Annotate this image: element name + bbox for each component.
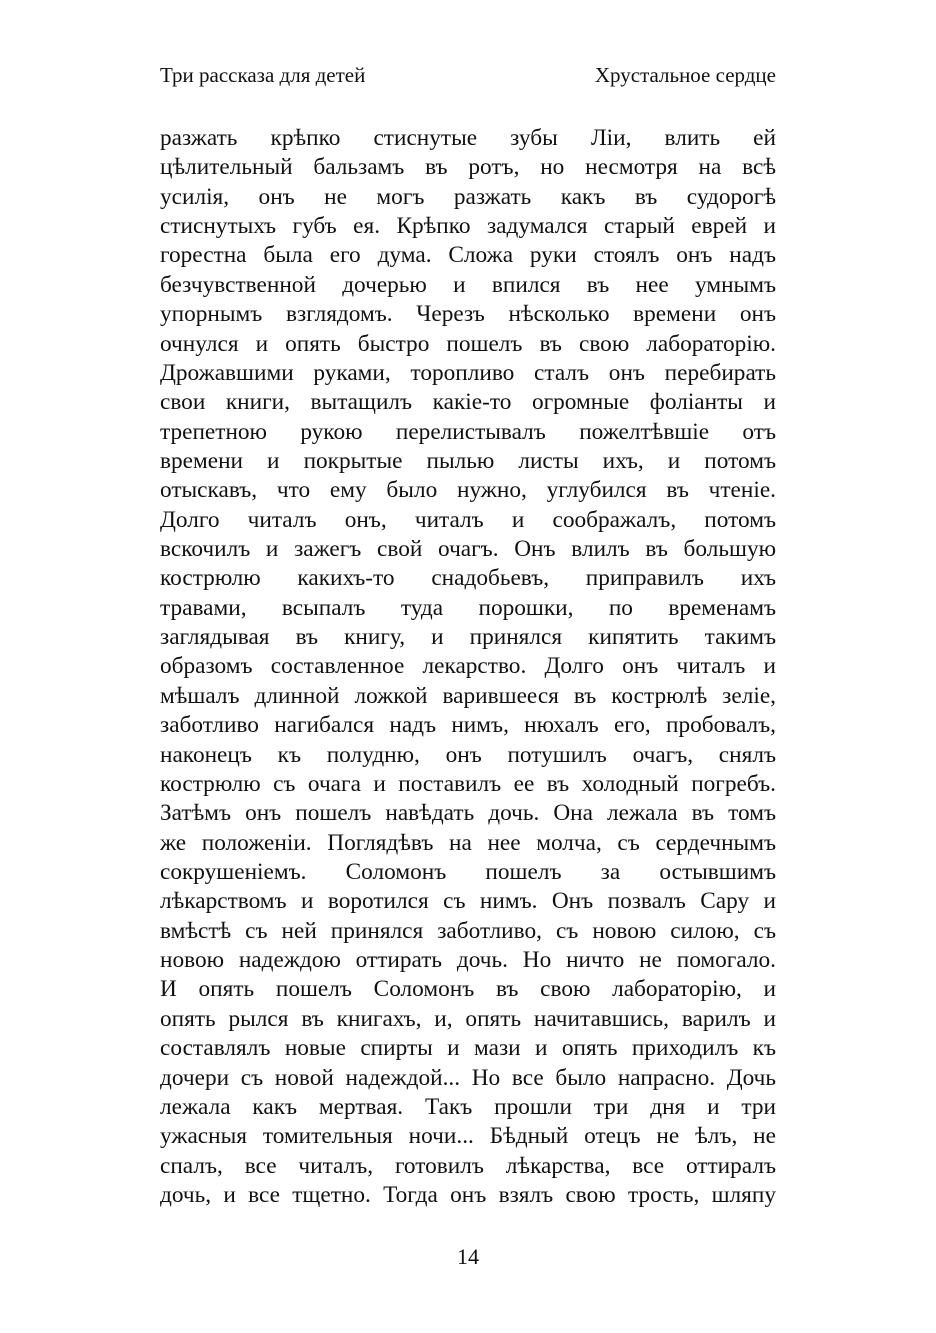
text-line: Долго читалъ онъ, читалъ и соображалъ, потомъ xyxy=(160,506,776,533)
text-line: кострюлю какихъ-то снадобьевъ, приправилъ ихъ xyxy=(160,565,776,592)
chapter-title: Хрустальное сердце xyxy=(594,63,776,87)
text-line: усилія, онъ не могъ разжать какъ въ судорогѣ xyxy=(160,183,776,210)
text-line: заглядывая въ книгу, и принялся кипятить такимъ xyxy=(160,624,776,651)
text-line: Затѣмъ онъ пошелъ навѣдать дочь. Она лежала въ томъ xyxy=(160,800,776,827)
text-line: же положеніи. Поглядѣвъ на нее молча, съ сердечнымъ xyxy=(160,829,776,856)
text-line: дочь, и все тщетно. Тогда онъ взялъ свою трость, шляпу xyxy=(160,1181,776,1208)
text-line: образомъ составленное лекарство. Долго онъ читалъ и xyxy=(160,653,776,680)
book-title: Три рассказа для детей xyxy=(160,63,366,87)
text-line: отыскавъ, что ему было нужно, углубился въ чтеніе. xyxy=(160,477,776,504)
text-line: упорнымъ взглядомъ. Черезъ нѣсколько времени онъ xyxy=(160,301,776,328)
body-text xyxy=(160,124,776,1210)
text-line: И опять пошелъ Соломонъ въ свою лабораторію, и xyxy=(160,976,776,1003)
text-line: стиснутыхъ губъ ея. Крѣпко задумался старый еврей и xyxy=(160,213,776,240)
text-line: трепетною рукою перелистывалъ пожелтѣвшіе отъ xyxy=(160,418,776,445)
text-line: спалъ, все читалъ, готовилъ лѣкарства, все оттиралъ xyxy=(160,1152,776,1179)
text-line: дочери съ новой надеждой... Но все было напрасно. Дочь xyxy=(160,1064,776,1091)
text-line: очнулся и опять быстро пошелъ въ свою лабораторію. xyxy=(160,330,776,357)
text-line: вскочилъ и зажегъ свой очагъ. Онъ влилъ въ большую xyxy=(160,536,776,563)
text-line: наконецъ къ полудню, онъ потушилъ очагъ, снялъ xyxy=(160,741,776,768)
text-line: вмѣстѣ съ ней принялся заботливо, съ новою силою, съ xyxy=(160,917,776,944)
text-line: ужасныя томительныя ночи... Бѣдный отецъ не ѣлъ, не xyxy=(160,1123,776,1150)
text-line: безчувственной дочерью и впился въ нее умнымъ xyxy=(160,271,776,298)
running-header xyxy=(160,62,776,88)
text-line: разжать крѣпко стиснутые зубы Ліи, влить ей xyxy=(160,125,776,151)
text-line: горестна была его дума. Сложа руки стоялъ онъ надъ xyxy=(160,242,776,269)
text-line: заботливо нагибался надъ нимъ, нюхалъ его, пробовалъ, xyxy=(160,712,776,739)
text-line: времени и покрытые пылью листы ихъ, и потомъ xyxy=(160,447,776,474)
text-line: Дрожавшими руками, торопливо сталъ онъ перебирать xyxy=(160,359,776,386)
text-line: лежала какъ мертвая. Такъ прошли три дня и три xyxy=(160,1093,776,1120)
text-line: свои книги, вытащилъ какіе-то огромные фоліанты и xyxy=(160,389,776,416)
text-line: кострюлю съ очага и поставилъ ее въ холодный погребъ. xyxy=(160,770,776,797)
text-line: лѣкарствомъ и воротился съ нимъ. Онъ позвалъ Сару и xyxy=(160,888,776,915)
text-line: мѣшалъ длинной ложкой варившееся въ кострюлѣ зеліе, xyxy=(160,682,776,709)
text-line: новою надеждою оттирать дочь. Но ничто не помогало. xyxy=(160,947,776,974)
text-line: опять рылся въ книгахъ, и, опять начитавшись, варилъ и xyxy=(160,1005,776,1032)
text-line: сокрушеніемъ. Соломонъ пошелъ за остывшимъ xyxy=(160,858,776,885)
text-line: составлялъ новые спирты и мази и опять приходилъ къ xyxy=(160,1035,776,1062)
text-line: травами, всыпалъ туда порошки, по временамъ xyxy=(160,594,776,621)
page-number: 14 xyxy=(457,1244,479,1269)
text-line: цѣлительный бальзамъ въ ротъ, но несмотря на всѣ xyxy=(160,154,776,181)
